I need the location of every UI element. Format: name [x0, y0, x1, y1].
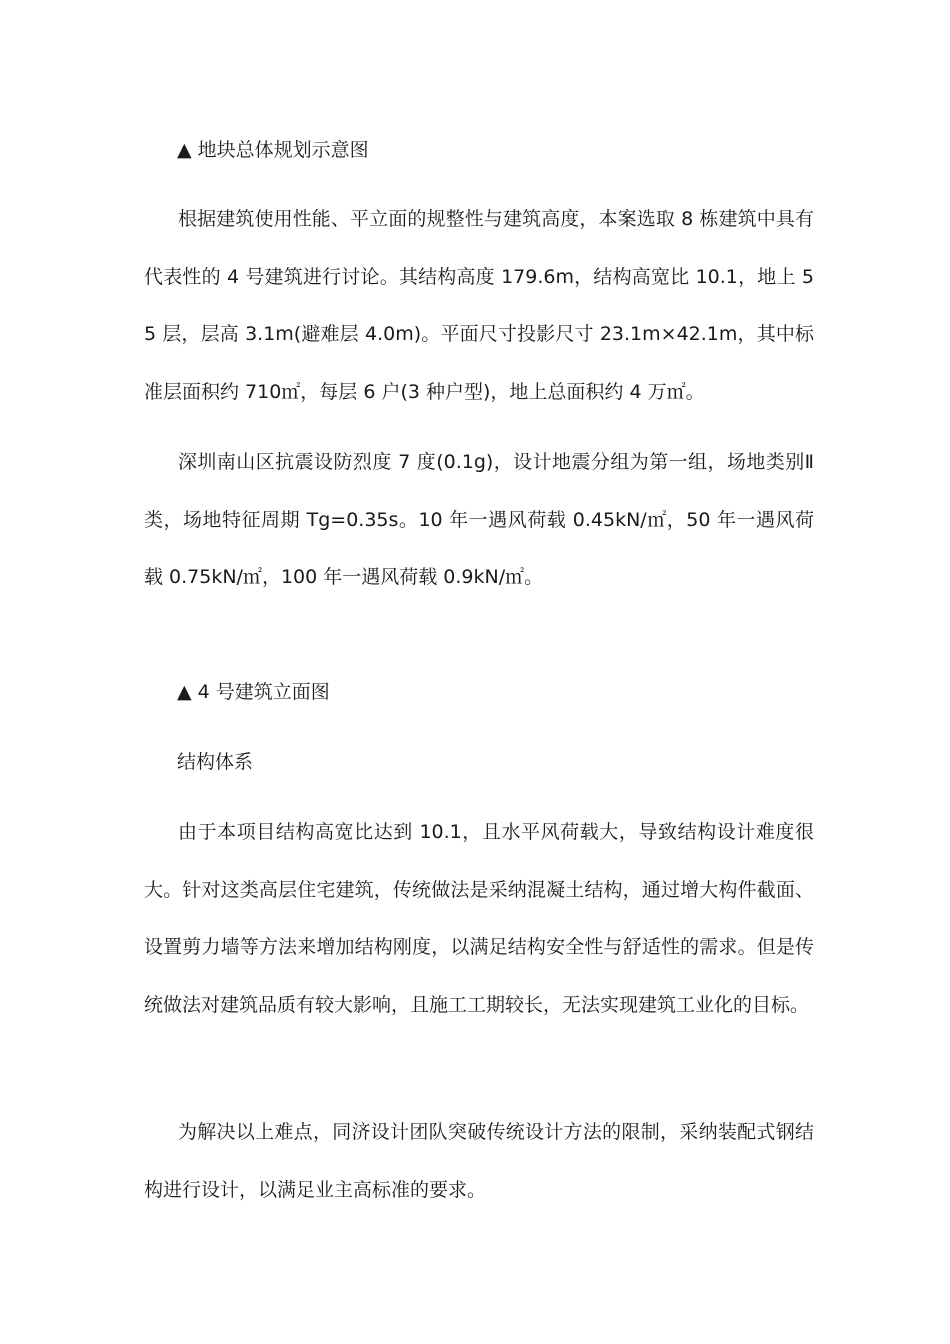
- section-heading-structural-system: 结构体系: [177, 751, 254, 773]
- paragraph-seismic-wind: 深圳南山区抗震设防烈度 7 度(0.1g)，设计地震分组为第一组，场地类别Ⅱ类，场地特征周期 Tg=0.35s。10 年一遇风荷载 0.45kN/㎡，50 年一遇风荷载 0.75kN/㎡，100 年一遇风荷载 0.9kN/㎡。: [144, 451, 814, 588]
- paragraph-steel-solution: 为解决以上难点，同济设计团队突破传统设计方法的限制，采纳装配式钢结构进行设计，以满足业主高标准的要求。: [144, 1121, 814, 1201]
- paragraph-building-overview: 根据建筑使用性能、平立面的规整性与建筑高度，本案选取 8 栋建筑中具有代表性的 4 号建筑进行讨论。其结构高度 179.6m，结构高宽比 10.1，地上 55 层，层高 3.1m(避难层 4.0m)。平面尺寸投影尺寸 23.1m×42.1m，其中标准层面积约 710㎡，每层 6 户(3 种户型)，地上总面积约 4 万㎡。: [144, 208, 814, 403]
- paragraph-design-difficulty: 由于本项目结构高宽比达到 10.1，且水平风荷载大，导致结构设计难度很大。针对这类高层住宅建筑，传统做法是采纳混凝土结构，通过增大构件截面、设置剪力墙等方法来增加结构刚度，以满足结构安全性与舒适性的需求。但是传统做法对建筑品质有较大影响，且施工工期较长，无法实现建筑工业化的目标。: [144, 821, 814, 1016]
- figure-caption-site-plan: ▲ 地块总体规划示意图: [177, 139, 369, 161]
- figure-caption-elevation: ▲ 4 号建筑立面图: [177, 681, 330, 703]
